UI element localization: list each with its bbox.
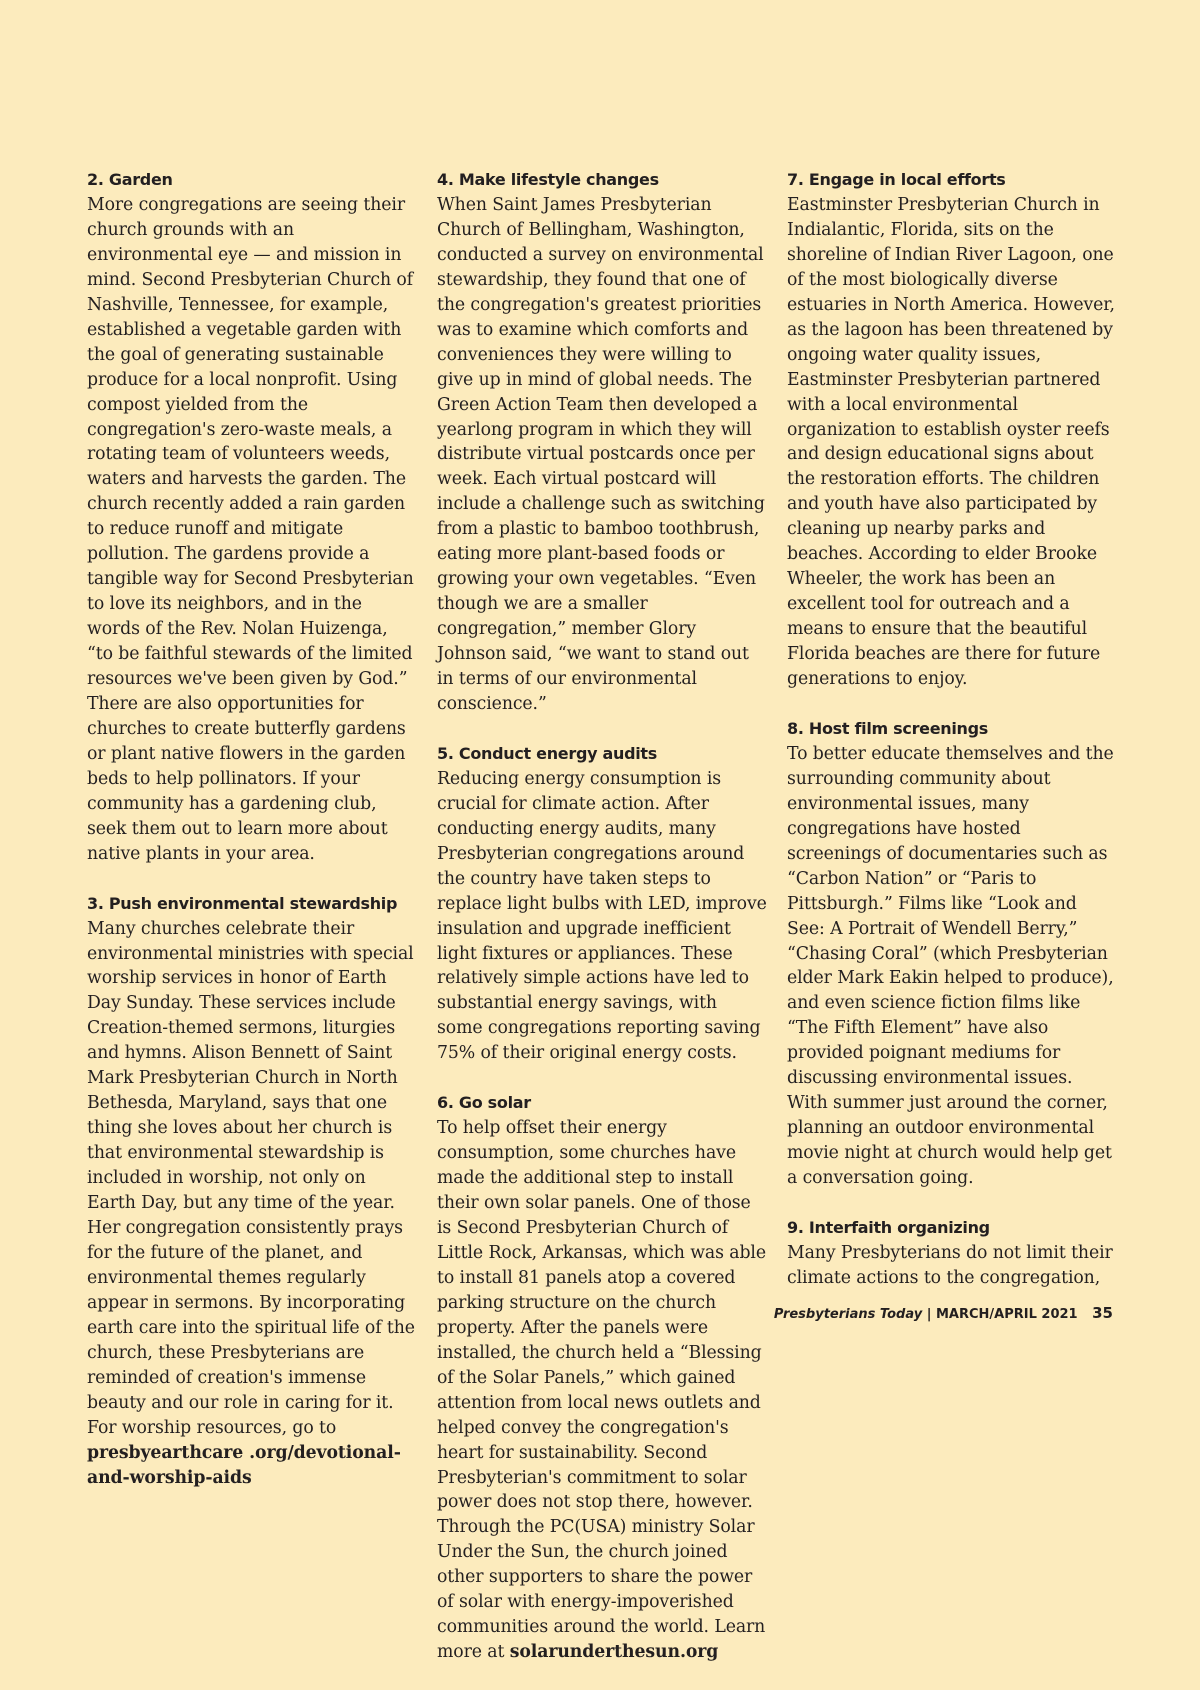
section-heading: 2. Garden — [87, 170, 173, 189]
section-body: More congregations are seeing their church grounds with an environmental eye — and mission in mind. Second Presbyterian Church of Nashville, Tennessee, for example, established a vegetable garden with the goal of generating sustainable produce for a local nonprofit. Using compost yielded from the congregation's zero-waste meals, a rotating team of volunteers weeds, waters and harvests the garden. The church recently added a rain garden to reduce runoff and mitigate pollution. The gardens provide a tangible way for Second Presbyterian to love its neighbors, and in the words of the Rev. Nolan Huizenga, “to be faithful stewards of the limited resources we've been given by God.” There are also opportunities for churches to create butterfly gardens or plant native flowers in the garden beds to help pollinators. If your community has a gardening club, seek them out to learn more about native plants in your area. — [87, 194, 414, 864]
section-heading: 3. Push environmental stewardship — [87, 893, 398, 913]
section-body-text: To help offset their energy consumption, some churches have made the additional step to install their own solar panels. One of those is Second Presbyterian Church of Little Rock, Arkansas, which was able to install 81 panels atop a covered parking structure on the church property. After the panels were installed, the church held a “Blessing of the Solar Panels,” which gained attention from local news outlets and helped convey the congregation's heart for sustainability. Second Presbyterian's commitment to solar power does not stop there, however. Through the PC(USA) ministry Solar Under the Sun, the church joined other supporters to share the power of solar with energy-impoverished communities around the world. Learn more at — [437, 1118, 766, 1663]
column-1 — [87, 168, 417, 1515]
section-heading: 8. Host film screenings — [787, 718, 989, 738]
footer-separator: | — [926, 1307, 932, 1322]
section-heading: 5. Conduct energy audits — [437, 743, 657, 763]
solar-link[interactable]: solarunderthesun.org — [509, 1642, 719, 1663]
section-heading: 4. Make lifestyle changes — [437, 170, 659, 189]
section-heading: 9. Interfaith organizing — [787, 1218, 990, 1237]
section-stewardship — [87, 892, 417, 1491]
section-heading: 6. Go solar — [437, 1093, 531, 1113]
section-garden — [87, 168, 417, 867]
section-heading: 7. Engage in local efforts — [787, 170, 1006, 189]
section-body: Reducing energy consumption is crucial for climate action. After conducting energy audits, many Presbyterian congregations around the country have taken steps to replace light bulbs with LED, improve insulation and upgrade inefficient light fixtures or appliances. These relatively simple actions have led to substantial energy savings, with some congregations reporting saving 75% of their original energy costs. — [437, 768, 767, 1064]
section-body: When Saint James Presbyterian Church of Bellingham, Washington, conducted a survey on environmental stewardship, they found that one of the congregation's greatest priorities was to examine which comforts and conveniences they were willing to give up in mind of global needs. The Green Action Team then developed a yearlong program in which they will distribute virtual postcards once per week. Each virtual postcard will include a challenge such as switching from a plastic to bamboo toothbrush, eating more plant-based foods or growing your own vegetables. “Even though we are a smaller congregation,” member Glory Johnson said, “we want to stand out in terms of our environmental conscience.” — [437, 194, 765, 715]
column-3 — [787, 168, 1117, 1316]
section-body: Eastminster Presbyterian Church in Indialantic, Florida, sits on the shoreline of Indian River Lagoon, one of the most biologically diverse estuaries in North America. However, as the lagoon has been threatened by ongoing water quality issues, Eastminster Presbyterian partnered with a local environmental organization to establish oyster reefs and design educational signs about the restoration efforts. The children and youth have also participated by cleaning up nearby parks and beaches. According to elder Brooke Wheeler, the work has been an excellent tool for outreach and a means to ensure that the beautiful Florida beaches are there for future generations to enjoy. — [787, 194, 1115, 690]
section-local — [787, 168, 1117, 692]
section-audits — [437, 742, 767, 1066]
page-footer — [613, 1304, 1113, 1324]
section-interfaith — [787, 1216, 1117, 1291]
section-body — [437, 1116, 767, 1665]
section-body-text: Many churches celebrate their environmental ministries with special worship services in honor of Earth Day Sunday. These services include Creation-themed sermons, liturgies and hymns. Alison Bennett of Saint Mark Presbyterian Church in North Bethesda, Maryland, says that one thing she loves about her church is that environmental stewardship is included in worship, not only on Earth Day, but any time of the year. Her congregation consistently prays for the future of the planet, and environmental themes regularly appear in sermons. By incorporating earth care into the spiritual life of the church, these Presbyterians are reminded of creation's immense beauty and our role in caring for it. For worship resources, go to — [87, 918, 415, 1438]
page-number: 35 — [1092, 1304, 1113, 1322]
column-2 — [437, 168, 767, 1690]
section-body — [87, 917, 417, 1491]
section-lifestyle — [437, 168, 767, 717]
publication-name: Presbyterians Today — [773, 1307, 923, 1322]
issue-date: MARCH/APRIL 2021 — [935, 1307, 1078, 1322]
section-solar — [437, 1091, 767, 1665]
section-body: Many Presbyterians do not limit their climate actions to the congregation, — [787, 1242, 1113, 1288]
section-film — [787, 717, 1117, 1191]
worship-resources-link[interactable]: presbyearthcare .org/devotional-and-worship-aids — [87, 1442, 401, 1488]
section-body: To better educate themselves and the surrounding community about environmental issues, many congregations have hosted screenings of documentaries such as “Carbon Nation” or “Paris to Pittsburgh.” Films like “Look and See: A Portrait of Wendell Berry,” “Chasing Coral” (which Presbyterian elder Mark Eakin helped to produce), and even science fiction films like “The Fifth Element” have also provided poignant mediums for discussing environmental issues. With summer just around the corner, planning an outdoor environmental movie night at church would help get a conversation going. — [787, 743, 1114, 1189]
